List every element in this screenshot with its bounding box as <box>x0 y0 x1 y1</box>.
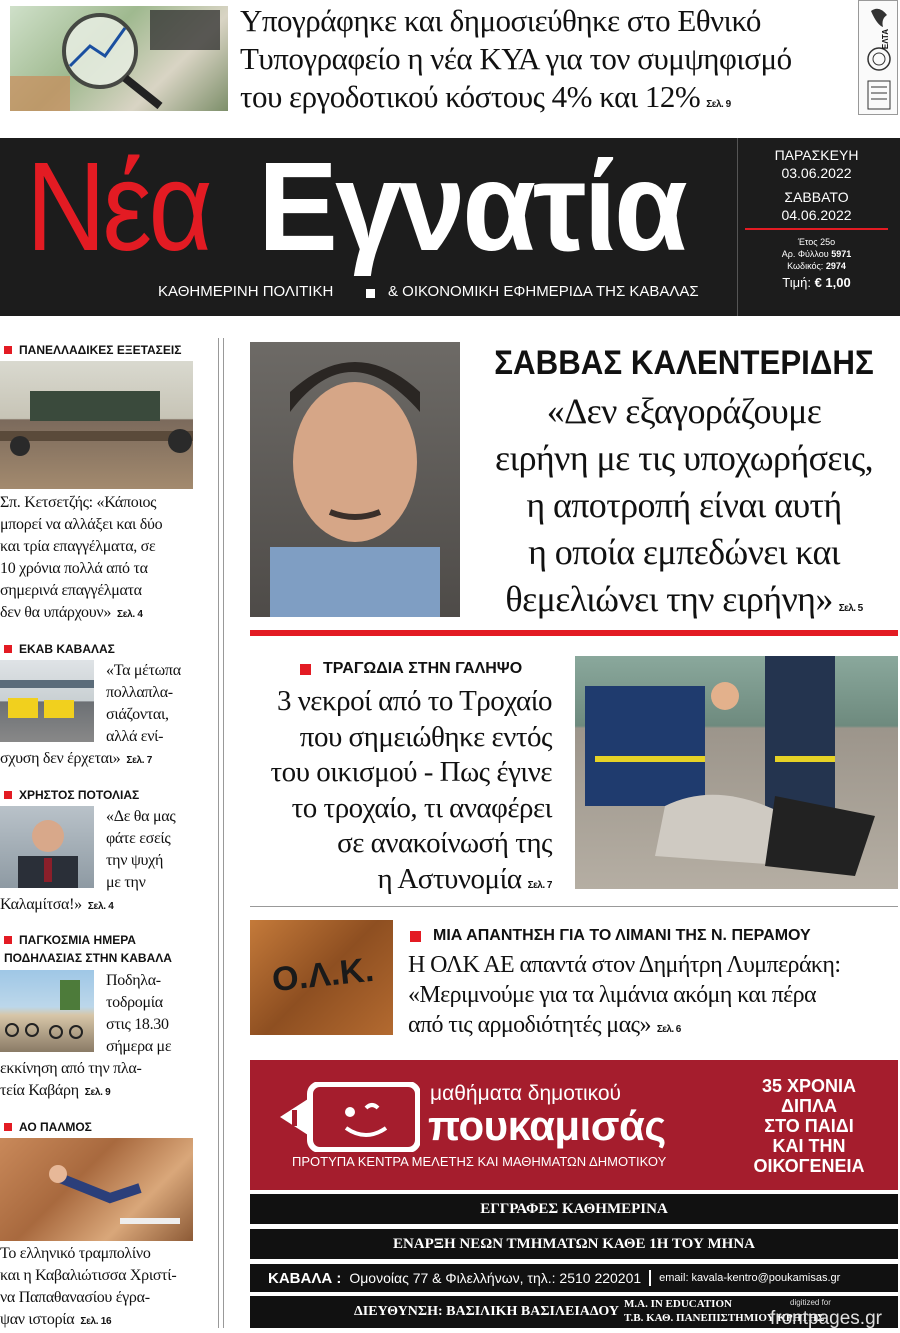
ad-address: Ομονοίας 77 & Φιλελλήνων, τηλ.: 2510 220201 <box>349 1270 642 1286</box>
second-story-rule <box>250 906 898 907</box>
masthead <box>0 138 900 316</box>
lead-story-red-rule <box>250 630 898 636</box>
pencil-logo-icon <box>280 1082 420 1152</box>
second-story-headline[interactable]: 3 νεκροί από το Τροχαίο που σημειώθηκε εντός του οικισμού - Πως έγινε το τροχαίο, τι αναφέρει σε ανακοίνωσή της η Αστυνομία Σελ. 7 <box>270 685 552 895</box>
ad-director: ΔΙΕΥΘΥΝΣΗ: ΒΑΣΙΛΙΚΗ ΒΑΣΙΛΕΙΑΔΟΥ <box>354 1304 619 1319</box>
accident-photo[interactable] <box>575 656 898 889</box>
elta-logo-icon <box>859 1 899 116</box>
trampoline-photo[interactable] <box>0 1138 193 1241</box>
magnifier-calculator-graphic <box>10 6 228 111</box>
top-banner-image <box>10 6 228 111</box>
masthead-name-red: Νέα <box>26 136 210 277</box>
lead-story-quote[interactable]: «Δεν εξαγοράζουμε ειρήνη με τις υποχωρήσεις, η αποτροπή είναι αυτή η οποία εμπεδώνει και θεμελιώνει την ειρήνη» Σελ. 5 <box>494 391 874 619</box>
masthead-divider <box>737 138 738 316</box>
ad-org-2: Τ.Β. ΚΑΘ. ΠΑΝΕΠΙΣΤΗΜΙΟΥ ΚΡΗΤΗΣ <box>624 1312 825 1324</box>
sidebar-section-4-label: ΠΑΓΚΟΣΜΙΑ ΗΜΕΡΑ <box>4 933 136 947</box>
classroom-photo[interactable] <box>0 361 193 489</box>
date-2: 04.06.2022 <box>781 207 852 223</box>
sidebar-rule <box>218 338 224 1328</box>
ad-brand: πουκαμισάς <box>428 1102 666 1149</box>
ad-right-slogan: 35 ΧΡΟΝΙΑ ΔΙΠΛΑ ΣΤΟ ΠΑΙΔΙ ΚΑΙ ΤΗΝ ΟΙΚΟΓΕΝΕΙΑ <box>753 1076 865 1176</box>
sidebar-section-5-label: ΑΟ ΠΑΛΜΟΣ <box>4 1120 92 1134</box>
sidebar-section-4-label-2: ΠΟΔΗΛΑΣΙΑΣ ΣΤΗΝ ΚΑΒΑΛΑ <box>4 951 172 965</box>
day-1: ΠΑΡΑΣΚΕΥΗ <box>774 147 859 163</box>
year-label: Έτος 25ο <box>797 237 836 247</box>
masthead-name-white: Εγνατία <box>258 136 685 277</box>
ad-email: email: kavala-kentro@poukamisas.gr <box>659 1272 841 1284</box>
ad-address-divider <box>649 1270 651 1286</box>
day-2: ΣΑΒΒΑΤΟ <box>784 189 849 205</box>
sidebar-section-3-label: ΧΡΗΣΤΟΣ ΠΟΤΟΛΙΑΣ <box>4 788 139 802</box>
issue-info <box>745 146 888 292</box>
sidebar-section-1-label: ΠΑΝΕΛΛΑΔΙΚΕΣ ΕΞΕΤΑΣΕΙΣ <box>4 343 181 357</box>
sidebar-section-4-text[interactable]: Ποδηλα- τοδρομία στις 18.30 σήμερα με εκκίνηση από την πλα- τεία Καβάρη Σελ. 9 <box>0 972 172 1099</box>
sidebar-section-3-text[interactable]: «Δε θα μας φάτε εσείς την ψυχή με την Καλαμίτσα!» Σελ. 4 <box>0 808 176 913</box>
kalenteridis-photo[interactable] <box>250 342 460 617</box>
date-1: 03.06.2022 <box>781 165 852 181</box>
issue-divider <box>745 228 888 230</box>
ad-subtitle: ΠΡΟΤΥΠΑ ΚΕΝΤΡΑ ΜΕΛΕΤΗΣ ΚΑΙ ΜΑΘΗΜΑΤΩΝ ΔΗΜΟΤΙΚΟΥ <box>292 1154 667 1169</box>
ad-city: ΚΑΒΑΛΑ : <box>268 1269 342 1287</box>
watermark-small: digitized for <box>790 1298 831 1307</box>
olk-sign-photo[interactable] <box>250 920 393 1035</box>
sidebar-section-1-text[interactable]: Σπ. Κετσετζής: «Κάποιος μπορεί να αλλάξει και δύο και τρία επαγγέλματα, σε 10 χρόνια πολλά από τα σημερινά επαγγέλματα δεν θα υπάρχουν» Σελ. 4 <box>0 494 163 621</box>
ad-address-bar <box>250 1264 898 1292</box>
masthead-tagline-dot <box>366 289 375 298</box>
third-story-headline[interactable]: Η ΟΛΚ ΑΕ απαντά στον Δημήτρη Λυμπεράκη: «Μεριμνούμε για τα λιμάνια ακόμη και πέρα από τις αρμοδιότητές μας» Σελ. 6 <box>408 952 841 1038</box>
third-story-label: ΜΙΑ ΑΠΑΝΤΗΣΗ ΓΙΑ ΤΟ ΛΙΜΑΝΙ ΤΗΣ Ν. ΠΕΡΑΜΟΥ <box>410 927 811 945</box>
olk-sign-text: Ο.Λ.Κ. <box>270 950 376 1000</box>
masthead-tagline-right: & ΟΙΚΟΝΟΜΙΚΗ ΕΦΗΜΕΡΙΔΑ ΤΗΣ ΚΑΒΑΛΑΣ <box>388 283 699 300</box>
postal-stamp <box>858 0 898 115</box>
lead-story-name[interactable]: ΣΑΒΒΑΣ ΚΑΛΕΝΤΕΡΙΔΗΣ <box>494 344 874 382</box>
ad-org-1: M.A. IN EDUCATION <box>624 1298 732 1310</box>
ad-tagline-small: μαθήματα δημοτικού <box>430 1082 622 1105</box>
price: Τιμή: € 1,00 <box>782 275 851 290</box>
sidebar-section-2-label: ΕΚΑΒ ΚΑΒΑΛΑΣ <box>4 642 115 656</box>
elta-label: ΕΛΤΑ <box>881 29 890 50</box>
masthead-tagline-left: ΚΑΘΗΜΕΡΙΝΗ ΠΟΛΙΤΙΚΗ <box>158 283 334 300</box>
watermark-site[interactable]: frontpages.gr <box>770 1308 882 1329</box>
ad-panel[interactable] <box>250 1060 898 1190</box>
code-number: Κωδικός: 2974 <box>787 261 846 271</box>
second-story-label: ΤΡΑΓΩΔΙΑ ΣΤΗΝ ΓΑΛΗΨΟ <box>300 660 522 678</box>
sidebar-section-2-text[interactable]: «Τα μέτωπα πολλαπλα- σιάζονται, αλλά ενί- σχυση δεν έρχεται» Σελ. 7 <box>0 662 181 767</box>
sidebar-section-5-text[interactable]: Το ελληνικό τραμπολίνο και η Καβαλιώτισσα Χριστί- να Παπαθανασίου έγρα- ψαν ιστορία Σελ. 16 <box>0 1245 177 1328</box>
ad-line-enrollment: ΕΓΓΡΑΦΕΣ ΚΑΘΗΜΕΡΙΝΑ <box>250 1194 898 1224</box>
top-banner-headline[interactable]: Υπογράφηκε και δημοσιεύθηκε στο Εθνικό Τυπογραφείο η νέα ΚΥΑ για τον συμψηφισμό του εργοδοτικού κόστους 4% και 12% Σελ. 9 <box>240 3 792 114</box>
issue-number: Αρ. Φύλλου 5971 <box>781 249 852 259</box>
ad-line-new-classes: ΕΝΑΡΞΗ ΝΕΩΝ ΤΜΗΜΑΤΩΝ ΚΑΘΕ 1Η ΤΟΥ ΜΗΝΑ <box>250 1229 898 1259</box>
